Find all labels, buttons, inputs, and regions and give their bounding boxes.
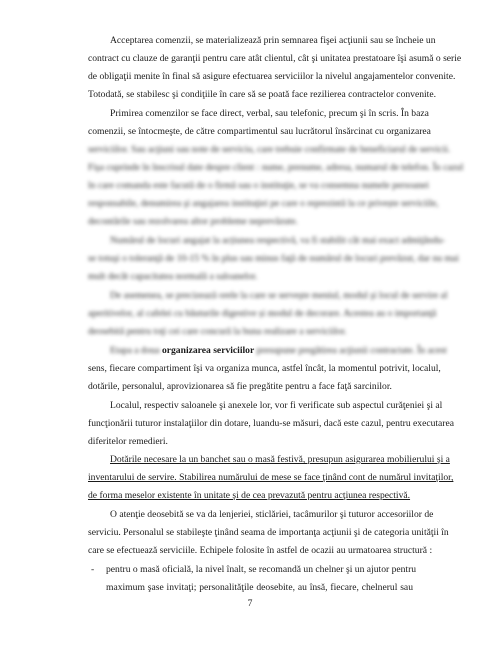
paragraph-6-line-1: O atenţie deosebită se va da lenjeriei, sticlăriei, tacâmurilor şi tuturor accesoriilor de xyxy=(110,509,434,520)
paragraph-5-line-3: de forma meselor existente în unitate şi de cea prevazută pentru acţiunea respectivă. xyxy=(88,490,411,501)
paragraph-4-line-1: Localul, respectiv saloanele şi anexele lor, vor fi verificate sub aspectul curăţeniei şi al xyxy=(110,400,443,411)
paragraph-4-line-2: funcţionării tuturor instalaţiilor din dotare, luandu-se măsuri, dacă este cazul, pentru executarea xyxy=(88,418,455,429)
blurred-line-1: serviciilor. Sau acţiuni sau note de serviciu, care trebuie confirmate de beneficiarul de servicii. xyxy=(88,144,451,155)
blurred-line-11: deosebită pentru toţi cei care concură la buna realizare a serviciilor. xyxy=(88,326,347,337)
paragraph-2-line-2: comenzii, se întocmeşte, de către compartimentul sau lucrătorul însărcinat cu organizarea xyxy=(88,126,431,137)
page-number: 7 xyxy=(247,598,253,609)
blurred-line-4: responsabile, denumirea şi angajarea instituţiei pe care o reprezintă la ce privește serviciile, xyxy=(88,198,439,209)
bullet-marker: - xyxy=(91,564,95,575)
paragraph-3-line-3: dotările, personalul, aprovizionarea să fie pregătite pentru a face faţă sarcinilor. xyxy=(88,381,392,392)
blurred-line-2: Fişa cuprinde în înscrisul date despre client : nume, prenume, adresa, numarul de telefon. În cazul xyxy=(88,162,464,173)
paragraph-3-blurred-end: presupune pregătirea acţiunii contractate. În acest xyxy=(256,345,447,356)
bullet-line-1: pentru o masă oficială, la nivel înalt, se recomandă un chelner şi un ajutor pentru xyxy=(106,564,417,575)
blurred-line-5: decontările sau rezolvarea altor probleme neprevăzute. xyxy=(88,216,298,227)
paragraph-3-line-2: sens, fiecare compartiment îşi va organiza munca, astfel încât, la momentul potrivit, localul, xyxy=(88,363,441,374)
blurred-line-8: mult decât capacitatea normală a saloanelor. xyxy=(88,271,258,282)
blurred-line-7: se totuşi o toleranţă de 10-15 % în plus sau minus faţă de numărul de locuri prevăzut, dar nu mai xyxy=(88,253,459,264)
blurred-line-10: aperitivelor, al cafelei cu băuturile digestive și modul de decorare. Acestea au o importanţă xyxy=(88,308,437,319)
paragraph-1-line-1: Acceptarea comenzii, se materializează prin semnarea fişei acţiunii sau se încheie un xyxy=(110,35,436,46)
bullet-line-2: maximum şase invitaţi; personalităţile deosebite, au însă, fiecare, chelnerul sau xyxy=(106,582,413,593)
paragraph-3-blurred-start: Etapa a doua xyxy=(110,345,160,356)
paragraph-6-line-3: care se efectuează serviciile. Echipele folosite în astfel de ocazii au urmatoarea structură : xyxy=(88,545,433,556)
paragraph-2-line-1: Primirea comenzilor se face direct, verbal, sau telefonic, precum şi în scris. În baza xyxy=(110,108,429,119)
paragraph-5-line-2: inventarului de servire. Stabilirea numărului de mese se face ţinând cont de numărul invitaţilor, xyxy=(88,472,454,483)
paragraph-1-line-3: de obligaţii menite în final să asigure efectuarea serviciilor la nivelul angajamentelor convenite. xyxy=(88,71,456,82)
organizarea-serviciilor-heading: organizarea serviciilor xyxy=(161,345,255,356)
paragraph-3-line-1 xyxy=(110,344,447,357)
paragraph-1-line-2: contract cu clauze de garanţii pentru care atât clientul, cât şi unitatea prestatoare îşi asumă o serie xyxy=(88,53,462,64)
paragraph-5-line-1: Dotările necesare la un banchet sau o masă festivă, presupun asigurarea mobilierului şi a xyxy=(110,454,450,465)
blurred-line-3: în care comanda este facută de o firmă sau o instituţie, se va consemna numele persoanei xyxy=(88,180,429,191)
paragraph-4-line-3: diferitelor remedieri. xyxy=(88,436,168,447)
paragraph-1-line-4: Totodată, se stabilesc şi condiţiile în care să se poată face rezilierea contractelor convenite. xyxy=(88,89,437,100)
blurred-line-6: Numărul de locuri angajat la acțiunea respectivă, va fi stabilit cât mai exact admiţându- xyxy=(110,235,446,246)
blurred-line-9: De asemenea, se precizează orele la care se serveşte meniul, modul şi locul de servire al xyxy=(110,290,448,301)
paragraph-6-line-2: serviciu. Personalul se stabileşte ţinând seama de importanţa acţiunii şi de categoria unităţii în xyxy=(88,527,449,538)
